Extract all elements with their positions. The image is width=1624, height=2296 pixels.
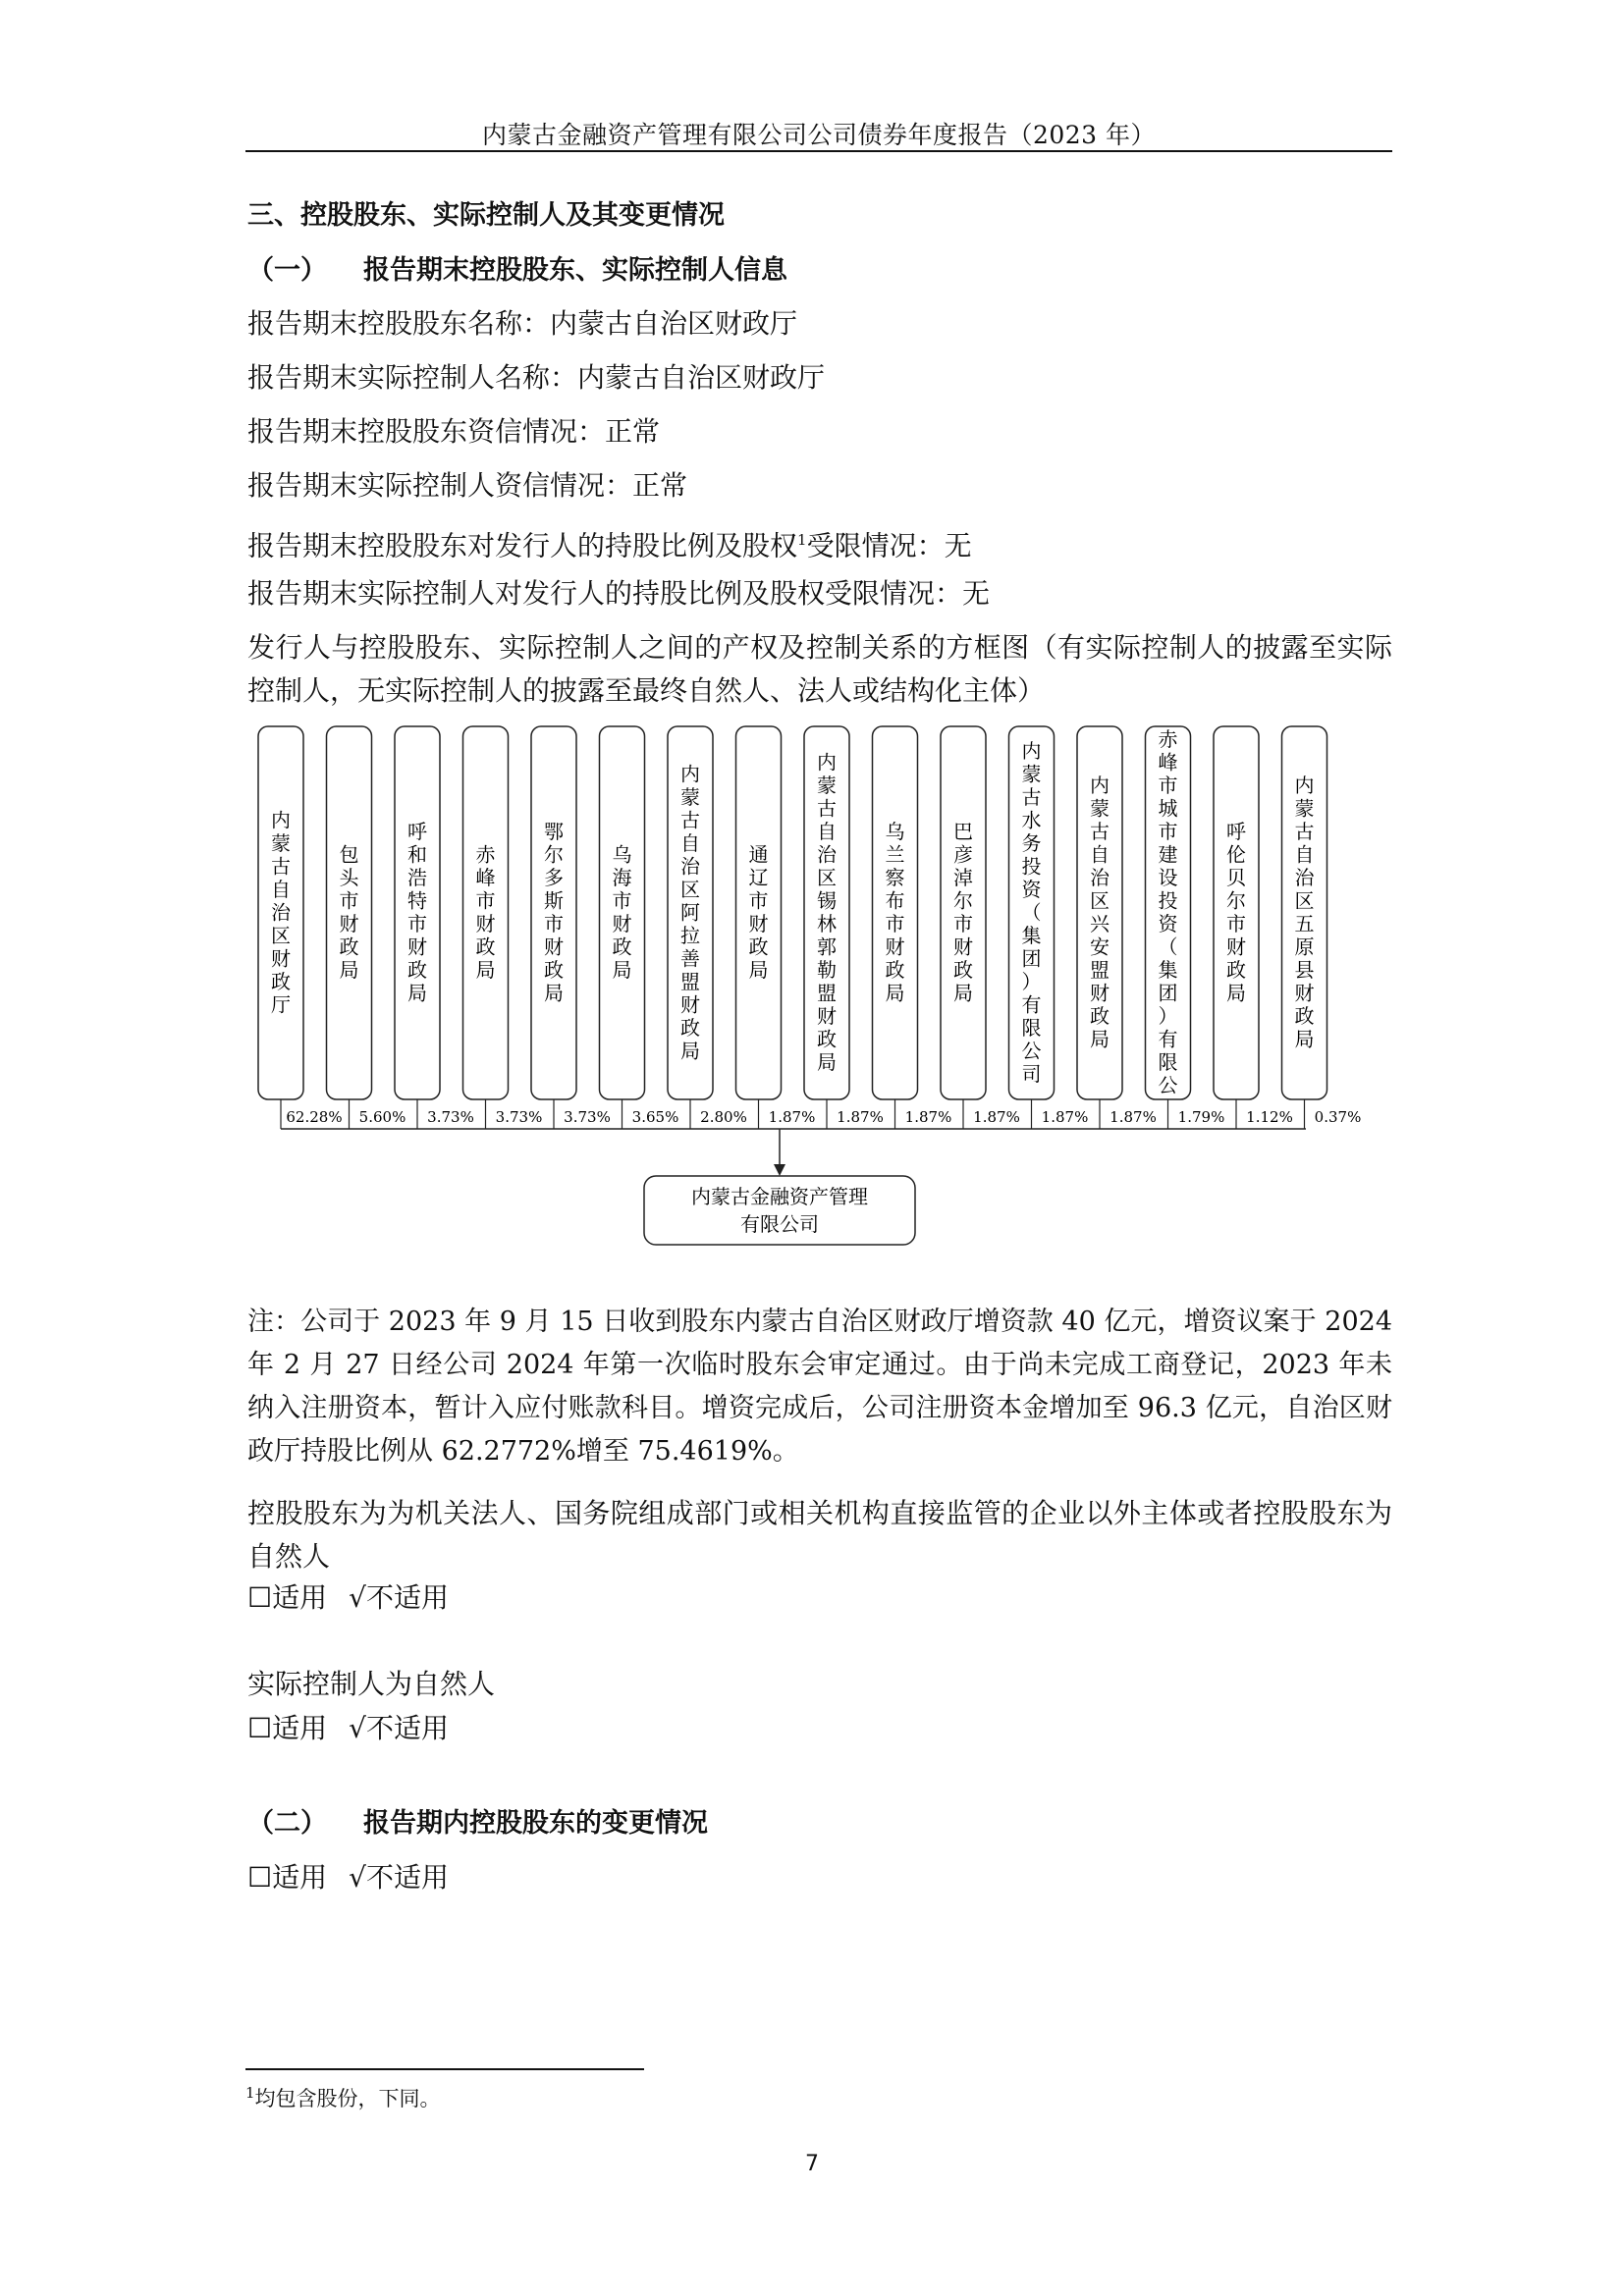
footnote-number: 1 [245, 2084, 255, 2102]
shareholder-name: 巴彦淖尔市财政局 [953, 820, 973, 1005]
shareholder-percentage: 62.28% [286, 1108, 343, 1126]
question-1-options [247, 1580, 449, 1616]
info-line-5-tail: 受限情况：无 [806, 529, 972, 562]
shareholder-name: 赤峰市财政局 [475, 842, 496, 982]
subsection-2-title: 报告期内控股股东的变更情况 [363, 1808, 708, 1839]
footnote-rule [245, 2068, 644, 2070]
info-line-4: 报告期末实际控制人资信情况：正常 [247, 469, 688, 502]
shareholder-percentage: 1.12% [1246, 1108, 1293, 1126]
shareholder-percentage: 1.79% [1177, 1108, 1225, 1126]
shareholder-name: 内蒙古自治区兴安盟财政局 [1090, 774, 1110, 1051]
option-applicable-3[interactable]: ☐适用 [247, 1861, 328, 1894]
shareholder-percentage: 3.73% [564, 1108, 611, 1126]
footnote [245, 2083, 441, 2112]
shareholder-name: 乌海市财政局 [612, 842, 632, 982]
page-number: 7 [805, 2152, 819, 2176]
shareholder-name: 赤峰市城市建设投资（集团）有限公 [1158, 727, 1178, 1097]
footnote-marker: 1 [797, 531, 807, 549]
subsection-1-title: 报告期末控股股东、实际控制人信息 [363, 255, 787, 286]
shareholder-percentage: 3.65% [631, 1108, 679, 1126]
shareholder-name: 呼和浩特市财政局 [407, 820, 427, 1005]
info-line-3: 报告期末控股股东资信情况：正常 [247, 415, 661, 448]
question-2: 实际控制人为自然人 [247, 1668, 496, 1700]
subsection-2-heading [247, 1806, 708, 1842]
shareholder-name: 呼伦贝尔市财政局 [1226, 820, 1246, 1005]
shareholder-percentage: 1.87% [973, 1108, 1020, 1126]
issuer-name-line-1: 内蒙古金融资产管理 [691, 1185, 868, 1208]
shareholder-name: 内蒙古自治区财政厅 [271, 808, 291, 1017]
shareholder-name: 内蒙古自治区锡林郭勒盟财政局 [817, 750, 837, 1074]
capital-note: 注：公司于 2023 年 9 月 15 日收到股东内蒙古自治区财政厅增资款 40 亿元，增资议案于 2024 年 2 月 27 日经公司 2024 年第一次临时股东会审定通过。由于尚未完成工商登记，2023 年未纳入注册资本，暂计入应付账款科目。增资完成后，公司注册资本金增加至 96.3 亿元，自治区财政厅持股比例从 62.2772%增至 75.4619%。 [247, 1307, 1392, 1467]
shareholder-name: 乌兰察布市财政局 [885, 820, 905, 1005]
shareholder-name: 包头市财政局 [339, 842, 359, 982]
arrow-head-icon [774, 1164, 785, 1176]
shareholder-percentage: 1.87% [1041, 1108, 1089, 1126]
option-applicable-2[interactable]: ☐适用 [247, 1712, 328, 1744]
shareholder-percentage: 1.87% [904, 1108, 952, 1126]
subsection-2-number: （二） [247, 1808, 327, 1839]
question-1: 控股股东为为机关法人、国务院组成部门或相关机构直接监管的企业以外主体或者控股股东为自然人 [247, 1497, 1392, 1573]
shareholder-name: 内蒙古自治区五原县财政局 [1294, 774, 1315, 1051]
shareholder-name: 鄂尔多斯市财政局 [544, 820, 564, 1005]
shareholder-percentage: 0.37% [1314, 1108, 1362, 1126]
subsection-2-options [247, 1860, 449, 1896]
shareholder-name: 内蒙古自治区阿拉善盟财政局 [680, 762, 700, 1063]
shareholder-percentage: 1.87% [1110, 1108, 1157, 1126]
section-title: 三、控股股东、实际控制人及其变更情况 [247, 200, 725, 231]
option-not-applicable-3[interactable]: √不适用 [349, 1861, 449, 1894]
info-line-1: 报告期末控股股东名称：内蒙古自治区财政厅 [247, 307, 798, 340]
page-header: 内蒙古金融资产管理有限公司公司债券年度报告（2023 年） [481, 121, 1157, 149]
shareholder-percentage: 1.87% [768, 1108, 816, 1126]
shareholder-percentage: 3.73% [427, 1108, 474, 1126]
info-line-6: 报告期末实际控制人对发行人的持股比例及股权受限情况：无 [247, 577, 991, 610]
info-line-2: 报告期末实际控制人名称：内蒙古自治区财政厅 [247, 361, 826, 394]
footnote-text: 均包含股份，下同。 [254, 2087, 441, 2110]
question-2-options [247, 1711, 449, 1746]
shareholder-name: 内蒙古水务投资（集团）有限公司 [1021, 738, 1042, 1086]
option-not-applicable-2[interactable]: √不适用 [349, 1712, 449, 1744]
issuer-name-line-2: 有限公司 [740, 1212, 819, 1236]
option-not-applicable-1[interactable]: √不适用 [349, 1581, 449, 1614]
option-applicable-1[interactable]: ☐适用 [247, 1581, 328, 1614]
shareholder-name: 通辽市财政局 [748, 842, 769, 982]
info-line-5-text: 报告期末控股股东对发行人的持股比例及股权 [247, 529, 798, 562]
subsection-1-number: （一） [247, 255, 327, 286]
shareholder-percentage: 5.60% [358, 1108, 406, 1126]
shareholder-percentage: 3.73% [495, 1108, 543, 1126]
shareholder-percentage: 1.87% [837, 1108, 884, 1126]
diagram-intro: 发行人与控股股东、实际控制人之间的产权及控制关系的方框图（有实际控制人的披露至实际控制人，无实际控制人的披露至最终自然人、法人或结构化主体） [247, 631, 1392, 707]
shareholder-percentage: 2.80% [700, 1108, 747, 1126]
